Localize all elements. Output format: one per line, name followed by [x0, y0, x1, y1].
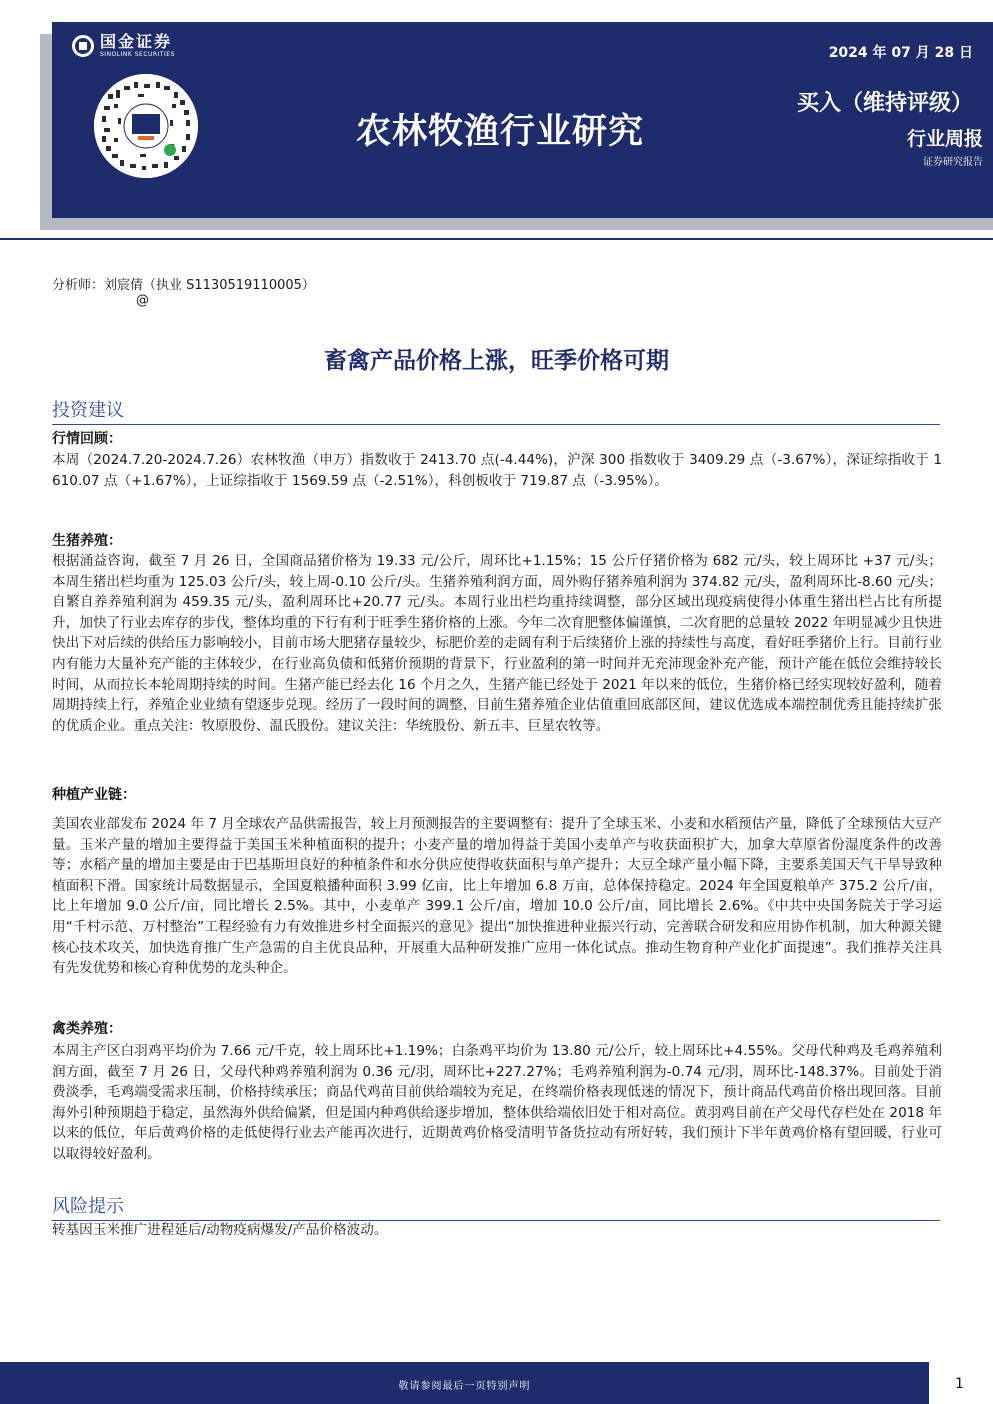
section-heading-invest: 投资建议 — [52, 396, 940, 425]
logo-cn-text: 国金证券 — [100, 32, 173, 51]
section-heading-risk: 风险提示 — [52, 1192, 940, 1221]
subheading-market: 行情回顾： — [52, 431, 122, 447]
qr-code-icon[interactable] — [94, 74, 198, 178]
header-divider — [0, 238, 993, 240]
document-title: 畜禽产品价格上涨，旺季价格可期 — [324, 348, 669, 374]
subheading-crop: 种植产业链： — [52, 787, 136, 803]
paragraph-risk: 转基因玉米推广进程延后/动物疫病爆发/产品价格波动。 — [52, 1222, 388, 1238]
company-logo — [72, 33, 175, 59]
analyst-info: 分析师：刘宸倩（执业 S1130519110005） — [52, 278, 315, 293]
logo-en-text: SINOLINK SECURITIES — [100, 51, 175, 58]
footer-notice[interactable]: 敬请参阅最后一页特别声明 — [398, 1381, 531, 1392]
subheading-pig: 生猪养殖： — [52, 533, 122, 549]
rating-label: 买入（维持评级） — [796, 91, 973, 116]
paragraph-market: 本周（2024.7.20-2024.7.26）农林牧渔（申万）指数收于 2413.70 点(-4.44%)，沪深 300 指数收于 3409.29 点（-3.67%），深证综指收于 1610.07 点（+1.67%），上证综指收于 1569.59 点（-2.51%），科创板收于 719.87 点（-3.95%）。 — [52, 452, 942, 489]
paragraph-pig: 根据涌益咨询，截至 7 月 26 日，全国商品猪价格为 19.33 元/公斤，周环比+1.15%；15 公斤仔猪价格为 682 元/头，较上周环比 +37 元/头；本周生猪出栏均重为 125.03 公斤/头，较上周-0.10 公斤/头。生猪养殖利润方面，周外购仔猪养殖利润为 374.82 元/头，盈利周环比-8.60 元/头；自繁自养养殖利润为 459.35 元/头，盈利周环比+20.77 元/头。本周行业出栏均重持续调整，部分区域出现疫病使得小体重生猪出栏占比有所提升，加快了行业去库存的步伐，整体均重的下行有利于旺季生猪价格的上涨。今年二次育肥整体偏谨慎，二次育肥的总量较 2022 年明显减少且快进快出下对后续的供给压力影响较小，目前市场大肥猪存量较少，标肥价差的走阔有利于后续猪价上涨的持续性与高度，看好旺季猪价上行。目前行业内有能力大量补充产能的主体较少，在行业高负债和低猪价预期的背景下，行业盈利的第一时间并无充沛现金补充产能，预计产能在低位会维持较长时间，从而拉长本轮周期持续的时间。生猪产能已经去化 16 个月之久，生猪产能已经处于 2021 年以来的低位，生猪价格已经实现较好盈利，随着周期持续上行，养殖企业业绩有望逐步兑现。经历了一段时间的调整，目前生猪养殖企业估值重回底部区间，建议优选成本端控制优秀且能持续扩张的优质企业。重点关注：牧原股份、温氏股份。建议关注：华统股份、新五丰、巨星农牧等。 — [52, 553, 942, 734]
subheading-poultry: 禽类养殖： — [52, 1021, 122, 1037]
report-type-label: 行业周报 — [906, 128, 983, 150]
paragraph-poultry: 本周主产区白羽鸡平均价为 7.66 元/千克，较上周环比+1.19%；白条鸡平均价为 13.80 元/公斤，较上周环比+4.55%。父母代种鸡及毛鸡养殖利润方面，截至 7 月 26 日，父母代种鸡养殖利润为 0.36 元/羽，周环比+227.27%；毛鸡养殖利润为-0.74 元/羽，周环比-148.37%。目前处于消费淡季，毛鸡端受需求压制，价格持续承压；商品代鸡苗目前供给端较为充足，在终端价格表现低迷的情况下，预计商品代鸡苗价格出现回落。目前海外引种预期趋于稳定，虽然海外供给偏紧，但是国内种鸡供给逐步增加，整体供给端依旧处于相对高位。黄羽鸡目前在产父母代存栏处在 2018 年以来的低位，年后黄鸡价格的走低使得行业去产能再次进行，近期黄鸡价格受清明节备货拉动有所好转，我们预计下半年黄鸡价格有望回暖，行业可以取得较好盈利。 — [52, 1043, 942, 1162]
banner-title: 农林牧渔行业研究 — [356, 112, 645, 152]
analyst-email[interactable]: @ — [136, 293, 149, 308]
paragraph-crop: 美国农业部发布 2024 年 7 月全球农产品供需报告，较上月预测报告的主要调整有：提升了全球玉米、小麦和水稻预估产量，降低了全球预估大豆产量。玉米产量的增加主要得益于美国玉米种植面积的提升；小麦产量的增加得益于美国小麦单产与收获面积扩大，加拿大草原省份湿度条件的改善等；水稻产量的增加主要是由于巴基斯坦良好的种植条件和水分供应使得收获面积与单产提升；大豆全球产量小幅下降，主要系美国天气干旱导致种植面积下滑。国家统计局数据显示，全国夏粮播种面积 3.99 亿亩，比上年增加 6.8 万亩，总体保持稳定。2024 年全国夏粮单产 375.2 公斤/亩，比上年增加 9.0 公斤/亩，同比增长 2.5%。其中，小麦单产 399.1 公斤/亩，增加 10.0 公斤/亩，同比增长 2.6%。《中共中央国务院关于学习运用“千村示范、万村整治”工程经验有力有效推进乡村全面振兴的意见》提出“加快推进种业振兴行动，完善联合研发和应用协作机制，加大种源关键核心技术攻关，加快选育推广生产急需的自主优良品种，开展重大品种研发推广应用一体化试点。推动生物育种产业化扩面提速”。我们推荐关注具有先发优势和核心育种优势的龙头种企。 — [52, 816, 942, 977]
logo-mark-icon — [72, 35, 94, 57]
report-sub-label: 证券研究报告 — [923, 157, 983, 168]
report-date: 2024 年 07 月 28 日 — [828, 45, 973, 61]
page-number: 1 — [955, 1376, 964, 1392]
